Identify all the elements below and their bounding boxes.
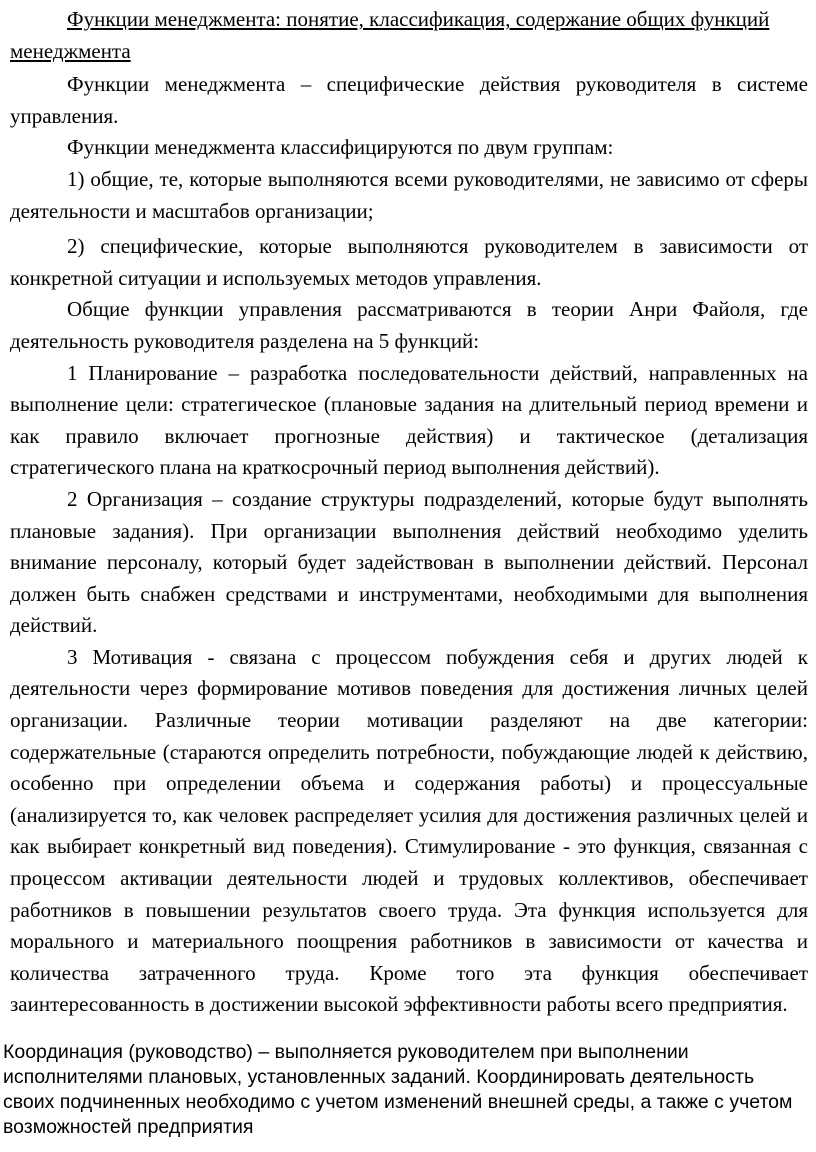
document-title: Функции менеджмента: понятие, классификация, содержание общих функций менеджмента: [10, 7, 770, 63]
paragraph-general-functions: 1) общие, те, которые выполняются всеми руководителями, не зависимо от сферы деятельности и масштабов организации;: [10, 166, 808, 223]
paragraph-planning: 1 Планирование – разработка последовательности действий, направленных на выполнение цели: стратегическое (плановые задания на длительный период времени и как правило включает прогнозные действия) и тактическое (детализация стратегического плана на краткосрочный период выполнения действий).: [10, 360, 808, 480]
document-body: [10, 4, 808, 1021]
paragraph-definition: Функции менеджмента – специфические действия руководителя в системе управления.: [10, 72, 808, 128]
paragraph-fayol-theory: Общие функции управления рассматриваются в теории Анри Файоля, где деятельность руководителя разделена на 5 функций:: [10, 297, 808, 353]
paragraph-specific-functions: 2) специфические, которые выполняются руководителем в зависимости от конкретной ситуации и используемых методов управления.: [10, 234, 808, 290]
paragraph-classification-intro: Функции менеджмента классифицируются по двум группам:: [67, 135, 614, 160]
paragraph-coordination: Координация (руководство) – выполняется руководителем при выполнении исполнителями плановых, установленных заданий. Координировать деятельность своих подчиненных необходимо с учетом изменений внешней среды, а также с учетом возможностей предприятия: [3, 1041, 793, 1138]
coordination-block: [3, 1040, 809, 1140]
paragraph-organization: 2 Организация – создание структуры подразделений, которые будут выполнять плановые задания). При организации выполнения действий необходимо уделить внимание персоналу, который будет задействован в выполнении действий. Персонал должен быть снабжен средствами и инструментами, необходимыми для выполнения действий.: [10, 486, 808, 638]
paragraph-motivation: 3 Мотивация - связана с процессом побуждения себя и других людей к деятельности через формирование мотивов поведения для достижения личных целей организации. Различные теории мотивации разделяют на две категории: содержательные (стараются определить потребности, побуждающие людей к действию, особенно при определении объема и содержания работы) и процессуальные (анализируется то, как человек распределяет усилия для достижения различных целей и как выбирает конкретный вид поведения). Стимулирование - это функция, связанная с процессом активации деятельности людей и трудовых коллективов, обеспечивает работников в повышении результатов своего труда. Эта функция используется для морального и материального поощрения работников в зависимости от качества и количества затраченного труда. Кроме того эта функция обеспечивает заинтересованность в достижении высокой эффективности работы всего предприятия.: [10, 644, 808, 1017]
